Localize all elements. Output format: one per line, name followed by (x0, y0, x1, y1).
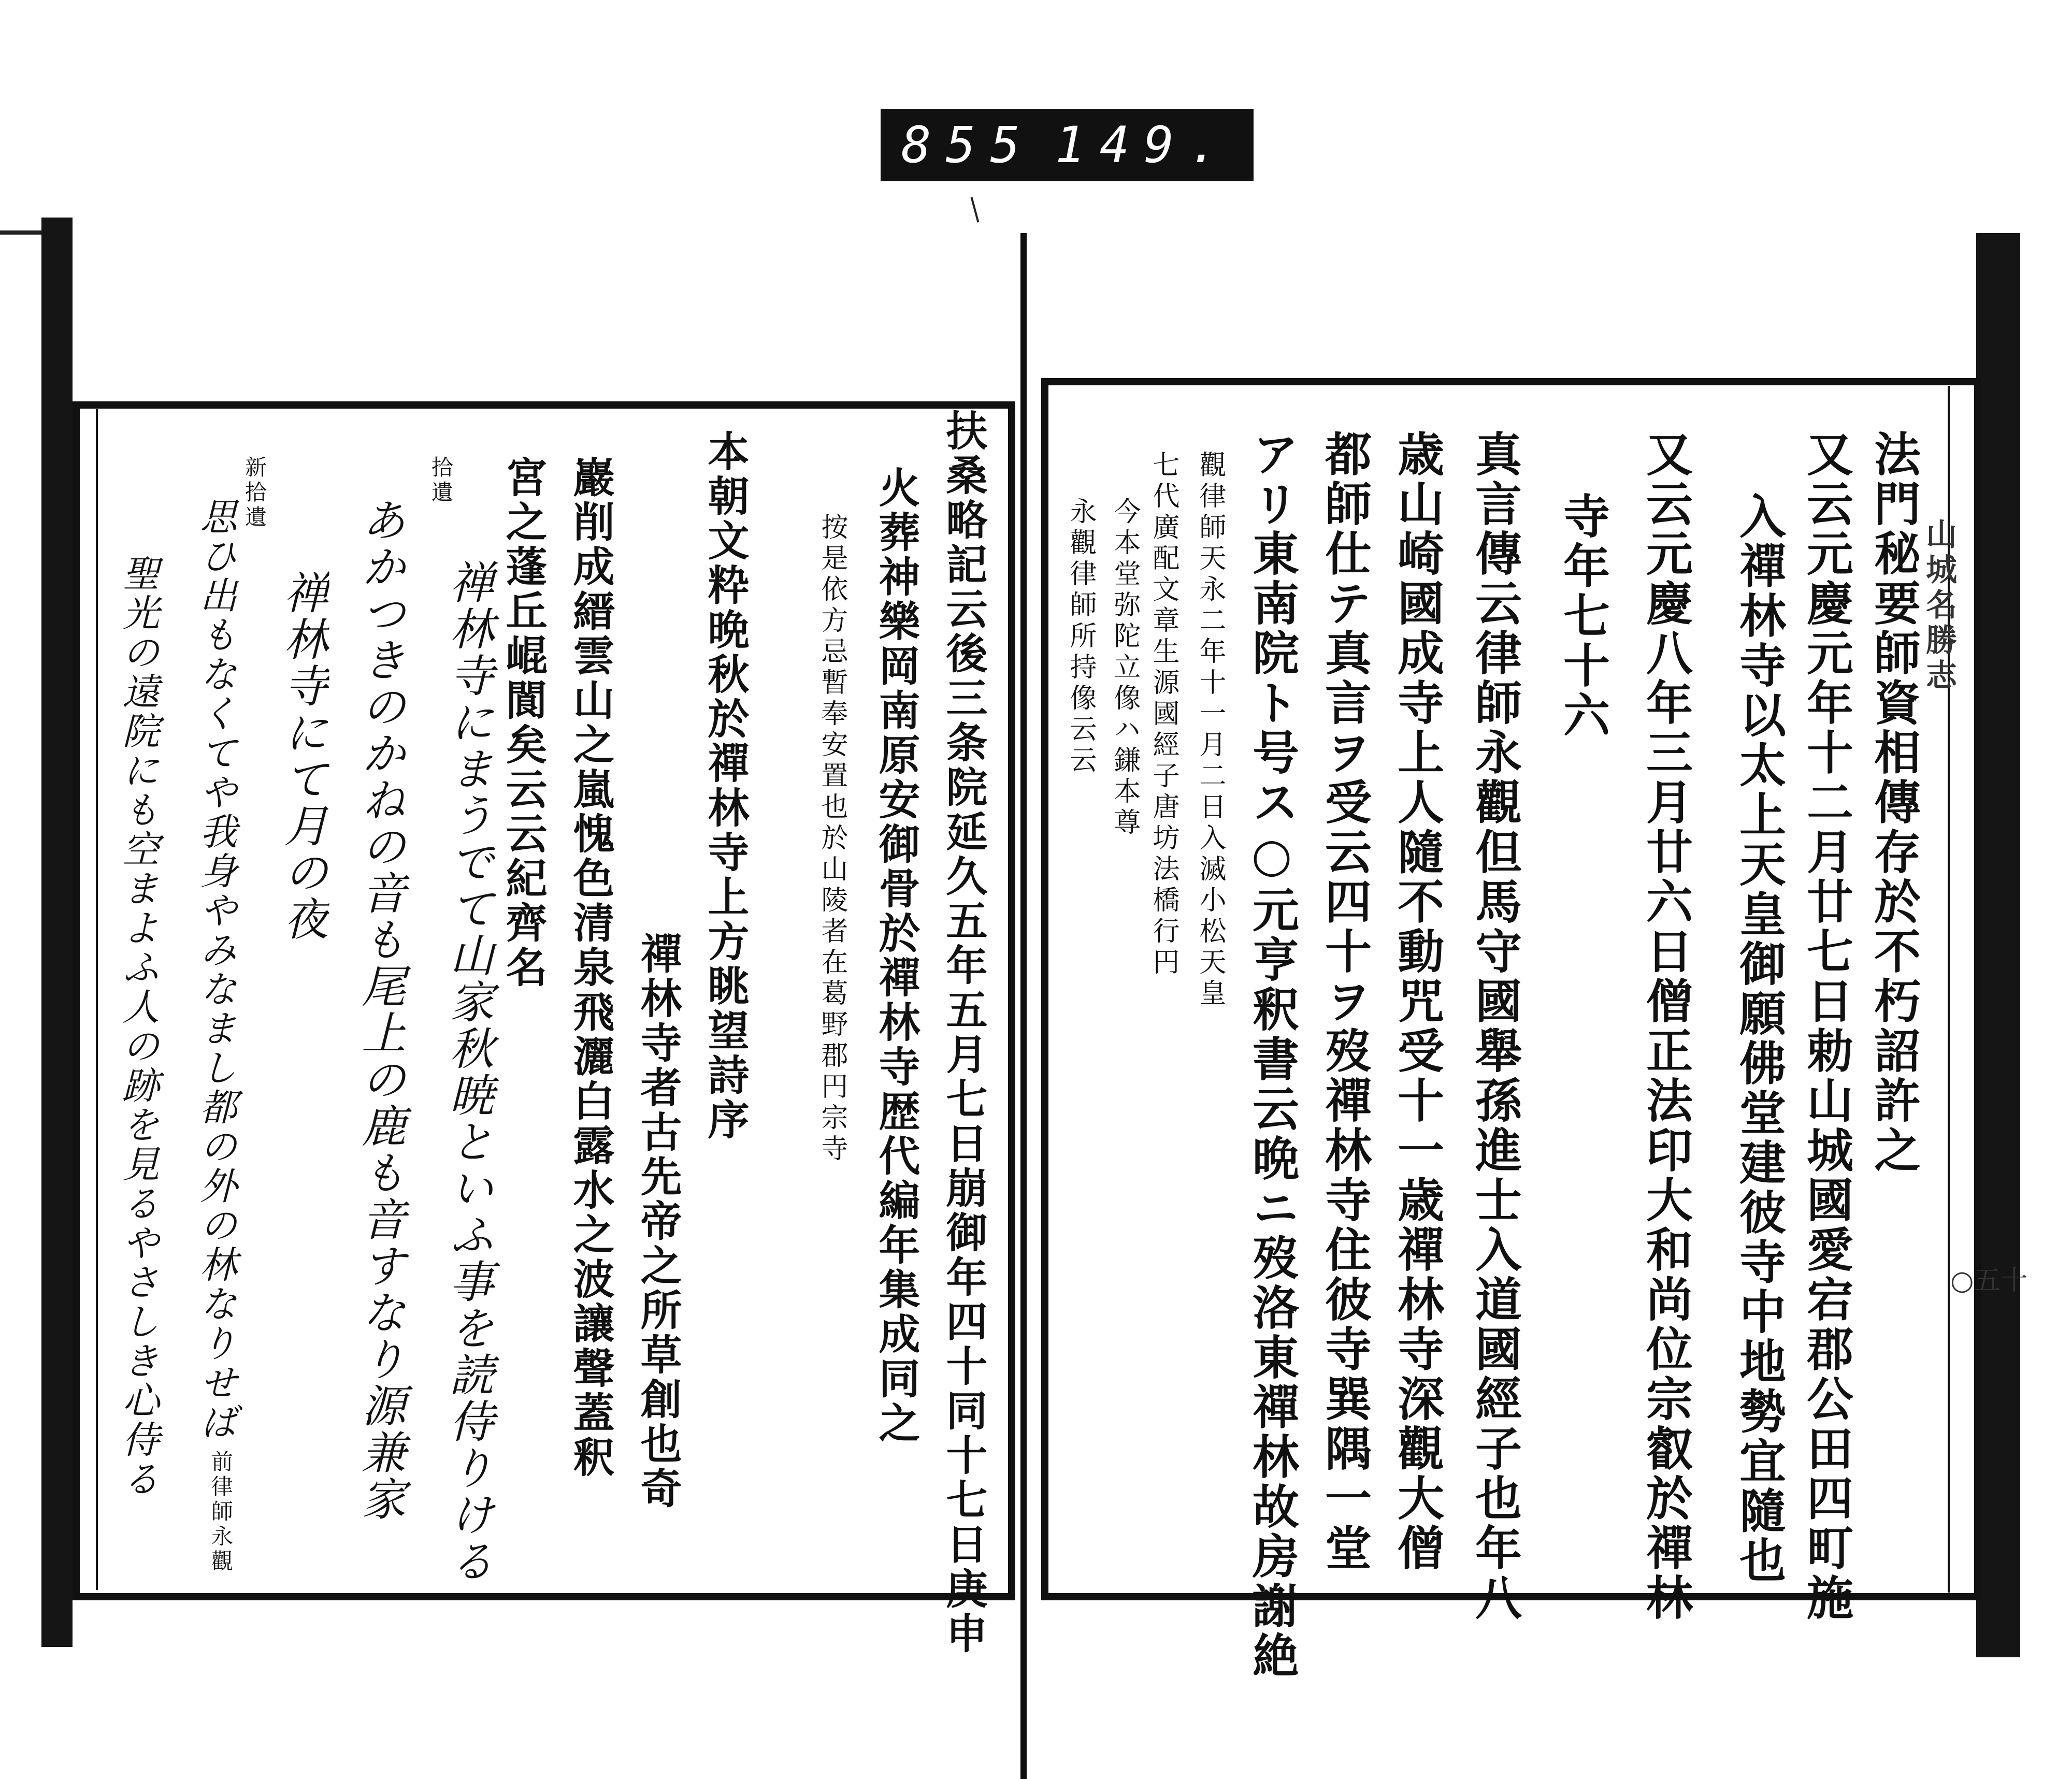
right-col-2: 又云元慶元年十二月廿七日勅山城國愛宕郡公田四町施 (1798, 430, 1853, 1623)
page-gutter (1020, 233, 1027, 1779)
left-col-2: 火葬神樂岡南原安御骨於禪林寺歴代編年集成同之 (872, 466, 920, 1446)
catalog-tick-mark (971, 197, 980, 222)
catalog-number-right: 149. (1055, 116, 1233, 174)
left-col-14: 前律師永觀 (208, 1450, 234, 1574)
left-col-11: 新拾遺 (242, 456, 267, 530)
right-col-10: 觀律師天永二年十一月二日入滅小松天皇 (1195, 451, 1226, 1010)
margin-title: 山城名勝志 (1921, 518, 1957, 694)
right-col-4: 又云元慶八年三月廿六日僧正法印大和尚位宗叡於禪林 (1638, 430, 1693, 1623)
left-col-7: 宮之蓬丘崐閬矣云云紀齊名 (499, 456, 548, 990)
right-col-6: 真言傳云律師永觀但馬守國舉孫進士入道國經子也年八 (1467, 430, 1522, 1623)
right-col-9: アリ東南院ト号ス○元亨釈書云晩ニ歿洛東禪林故房謝絶 (1244, 430, 1299, 1681)
left-col-10: あかつきのかねの音も尾上の鹿も音すなり源兼家 (354, 497, 406, 1523)
left-book-edge (41, 218, 73, 1647)
left-col-1: 扶桑略記云後三条院延久五年五月七日崩御年四十同十七日庚申 (939, 409, 988, 1656)
right-col-3: 入禪林寺以太上天皇御願佛堂建彼寺中地勢宜隨也 (1731, 492, 1786, 1586)
right-col-8: 都師仕テ真言ヲ受云四十ヲ歿禪林寺住彼寺巽隅一堂 (1317, 430, 1372, 1573)
left-col-12: 禅林寺にて月の夜 (276, 570, 328, 943)
left-col-6: 巖削成縉雲山之嵐愧色清泉飛灑白露水之波讓聲蓋釈 (566, 456, 615, 1480)
left-col-15: 聖光の遠院にも空まよふ人の跡を見るやさしき心侍る (116, 554, 160, 1499)
left-col-5: 禪林寺者古先帝之所草創也奇 (634, 932, 682, 1511)
right-col-12: 今本堂弥陀立像ハ鎌本尊 (1109, 497, 1140, 839)
left-col-8: 拾遺 (428, 456, 454, 505)
left-col-13: 思ひ出もなくてや我身やみなまし都の外の林なりせば (194, 497, 237, 1442)
right-col-5: 寺年七十六 (1555, 492, 1610, 741)
right-col-11: 七代廣配文章生源國經子唐坊法橋行円 (1148, 451, 1179, 979)
left-col-3: 按是依方忌暫奉安置也於山陵者在葛野郡円宗寺 (816, 513, 847, 1165)
left-col-4: 本朝文粋晩秋於禪林寺上方眺望詩序 (701, 430, 750, 1142)
right-col-13: 永觀律師所持像云云 (1065, 497, 1096, 777)
right-book-edge (1976, 233, 2020, 1657)
catalog-label (881, 109, 1254, 181)
margin-page-mark: ○五十 (1950, 1265, 2028, 1296)
right-col-1: 法門秘要師資相傳存於不朽詔許之 (1866, 430, 1921, 1176)
catalog-number-left: 855 (901, 116, 1035, 174)
left-col-9: 禅林寺にまうでて山家秋暁といふ事を読侍りける (442, 559, 494, 1585)
right-col-7: 歳山崎國成寺上人隨不動咒受十一歳禪林寺深觀大僧 (1389, 430, 1444, 1573)
